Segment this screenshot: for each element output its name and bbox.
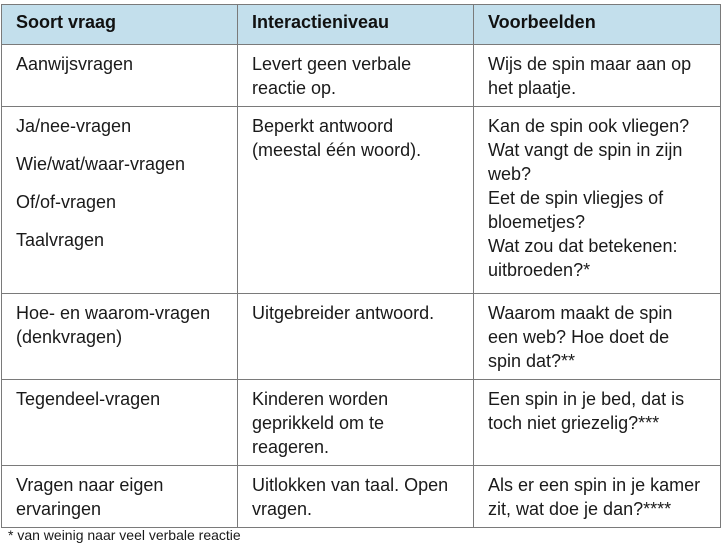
example-text: uitbroeden?* xyxy=(488,260,591,280)
header-voorbeelden: Voorbeelden xyxy=(474,5,721,45)
level-text: Beperkt antwoord xyxy=(252,116,394,136)
level-cell xyxy=(238,294,474,380)
example-cell xyxy=(474,380,721,466)
example-cell xyxy=(474,107,721,294)
example-text: Wijs de spin maar aan op xyxy=(488,54,692,74)
example-text: Eet de spin vliegjes of xyxy=(488,188,664,208)
level-text: vragen. xyxy=(252,499,313,519)
example-text: bloemetjes? xyxy=(488,212,586,232)
example-cell xyxy=(474,294,721,380)
level-text: Uitlokken van taal. Open xyxy=(252,475,449,495)
level-text: Uitgebreider antwoord. xyxy=(252,303,435,323)
level-text: reageren. xyxy=(252,437,330,457)
type-label: Ja/nee-vragen xyxy=(16,116,132,136)
level-text: reactie op. xyxy=(252,78,337,98)
level-cell xyxy=(238,466,474,528)
example-text: Wat zou dat betekenen: xyxy=(488,236,678,256)
table-row xyxy=(2,466,721,528)
type-cell xyxy=(2,45,238,107)
level-cell xyxy=(238,107,474,294)
type-label: Aanwijsvragen xyxy=(16,54,134,74)
example-text: spin dat?** xyxy=(488,351,576,371)
type-label: Tegendeel-vragen xyxy=(16,389,161,409)
example-text: zit, wat doe je dan?**** xyxy=(488,499,672,519)
level-cell xyxy=(238,45,474,107)
type-cell xyxy=(2,294,238,380)
example-text: het plaatje. xyxy=(488,78,577,98)
table-row xyxy=(2,380,721,466)
type-label: Hoe- en waarom-vragen xyxy=(16,303,211,323)
example-text: Als er een spin in je kamer xyxy=(488,475,701,495)
header-soort-vraag: Soort vraag xyxy=(2,5,238,45)
example-cell xyxy=(474,466,721,528)
type-label: Of/of-vragen xyxy=(16,192,117,212)
header-row xyxy=(2,5,721,45)
example-text: Waarom maakt de spin xyxy=(488,303,673,323)
table-row xyxy=(2,294,721,380)
footnote: * van weinig naar veel verbale reactie xyxy=(8,527,241,543)
example-text: toch niet griezelig?*** xyxy=(488,413,660,433)
header-interactieniveau: Interactieniveau xyxy=(238,5,474,45)
type-label: Vragen naar eigen xyxy=(16,475,164,495)
example-cell xyxy=(474,45,721,107)
type-label: (denkvragen) xyxy=(16,327,123,347)
example-text: web? xyxy=(488,164,532,184)
level-text: Kinderen worden xyxy=(252,389,389,409)
level-text: Levert geen verbale xyxy=(252,54,412,74)
example-text: een web? Hoe doet de xyxy=(488,327,670,347)
type-cell xyxy=(2,380,238,466)
level-text: geprikkeld om te xyxy=(252,413,385,433)
example-text: Een spin in je bed, dat is xyxy=(488,389,685,409)
level-text: (meestal één woord). xyxy=(252,140,422,160)
question-types-table xyxy=(1,4,721,528)
level-cell xyxy=(238,380,474,466)
type-cell xyxy=(2,466,238,528)
type-label: ervaringen xyxy=(16,499,102,519)
type-cell xyxy=(2,107,238,294)
table-row xyxy=(2,107,721,294)
example-text: Kan de spin ook vliegen? xyxy=(488,116,690,136)
table-row xyxy=(2,45,721,107)
example-text: Wat vangt de spin in zijn xyxy=(488,140,683,160)
type-label: Wie/wat/waar-vragen xyxy=(16,154,186,174)
type-label: Taalvragen xyxy=(16,230,105,250)
